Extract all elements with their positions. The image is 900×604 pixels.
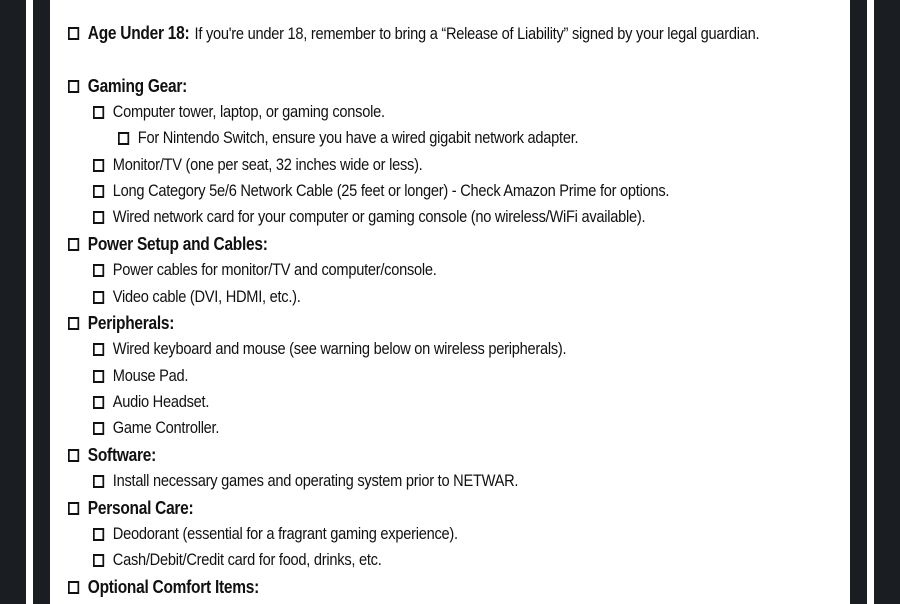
- section-heading: Peripherals:: [87, 313, 175, 333]
- checklist-page: [50, 0, 850, 604]
- checkbox[interactable]: [68, 502, 79, 515]
- section-heading: Power Setup and Cables:: [87, 234, 268, 254]
- section-heading: Software:: [87, 445, 156, 465]
- checkbox[interactable]: [68, 581, 79, 594]
- checklist-item[interactable]: [93, 339, 566, 359]
- checklist-section-power[interactable]: [68, 234, 268, 255]
- item-text: Power cables for monitor/TV and computer/console.: [112, 260, 437, 279]
- section-heading: Personal Care:: [87, 498, 194, 518]
- checkbox[interactable]: [93, 159, 104, 172]
- checklist-subitem[interactable]: [118, 128, 578, 148]
- checkbox[interactable]: [93, 475, 104, 488]
- item-text: Cash/Debit/Credit card for food, drinks, etc.: [112, 550, 382, 569]
- section-heading: Optional Comfort Items:: [87, 577, 260, 597]
- checklist-item[interactable]: [93, 418, 219, 438]
- checklist-item-age[interactable]: [68, 23, 759, 44]
- checkbox[interactable]: [93, 211, 104, 224]
- checkbox[interactable]: [93, 291, 104, 304]
- item-text: Wired keyboard and mouse (see warning below on wireless peripherals).: [112, 339, 567, 358]
- checklist-item[interactable]: [93, 524, 458, 544]
- checkbox[interactable]: [93, 185, 104, 198]
- checkbox[interactable]: [68, 449, 79, 462]
- item-heading: Age Under 18:: [87, 23, 190, 43]
- checkbox[interactable]: [93, 343, 104, 356]
- checklist-section-personal-care[interactable]: [68, 498, 193, 519]
- item-text: Wired network card for your computer or gaming console (no wireless/WiFi available).: [112, 207, 646, 226]
- checklist-item[interactable]: [93, 155, 422, 175]
- item-text: Monitor/TV (one per seat, 32 inches wide or less).: [112, 155, 423, 174]
- checkbox[interactable]: [93, 528, 104, 541]
- item-text: Mouse Pad.: [112, 366, 189, 385]
- checklist-item[interactable]: [93, 260, 437, 280]
- checkbox[interactable]: [93, 370, 104, 383]
- checkbox[interactable]: [118, 132, 129, 145]
- checklist-item[interactable]: [93, 392, 209, 412]
- item-text: For Nintendo Switch, ensure you have a wired gigabit network adapter.: [137, 128, 579, 147]
- item-text: Game Controller.: [112, 418, 220, 437]
- checkbox[interactable]: [68, 317, 79, 330]
- section-heading: Gaming Gear:: [87, 76, 188, 96]
- checklist-section-software[interactable]: [68, 445, 156, 466]
- checklist-item[interactable]: [93, 207, 645, 227]
- item-text: Long Category 5e/6 Network Cable (25 feet or longer) - Check Amazon Prime for options.: [112, 181, 670, 200]
- checklist-item[interactable]: [93, 102, 385, 122]
- checklist-item[interactable]: [93, 471, 518, 491]
- checkbox[interactable]: [68, 80, 79, 93]
- item-text: Audio Headset.: [112, 392, 210, 411]
- item-text: Video cable (DVI, HDMI, etc.).: [112, 287, 301, 306]
- item-text: If you're under 18, remember to bring a “Release of Liability” signed by your legal guardian.: [194, 23, 760, 43]
- checklist-item[interactable]: [93, 181, 669, 201]
- checklist-item[interactable]: [93, 287, 301, 307]
- checkbox[interactable]: [93, 106, 104, 119]
- checklist-section-peripherals[interactable]: [68, 313, 174, 334]
- item-text: Deodorant (essential for a fragrant gaming experience).: [112, 524, 458, 543]
- checkbox[interactable]: [93, 264, 104, 277]
- checklist-item[interactable]: [93, 366, 188, 386]
- checkbox[interactable]: [68, 27, 79, 40]
- item-text: Computer tower, laptop, or gaming console.: [112, 102, 385, 121]
- checkbox[interactable]: [68, 238, 79, 251]
- checkbox[interactable]: [93, 422, 104, 435]
- checkbox[interactable]: [93, 396, 104, 409]
- checklist-item[interactable]: [93, 550, 382, 570]
- checkbox[interactable]: [93, 554, 104, 567]
- checklist-section-optional-comfort[interactable]: [68, 577, 259, 598]
- item-text: Install necessary games and operating system prior to NETWAR.: [112, 471, 519, 490]
- checklist-section-gaming-gear[interactable]: [68, 76, 187, 97]
